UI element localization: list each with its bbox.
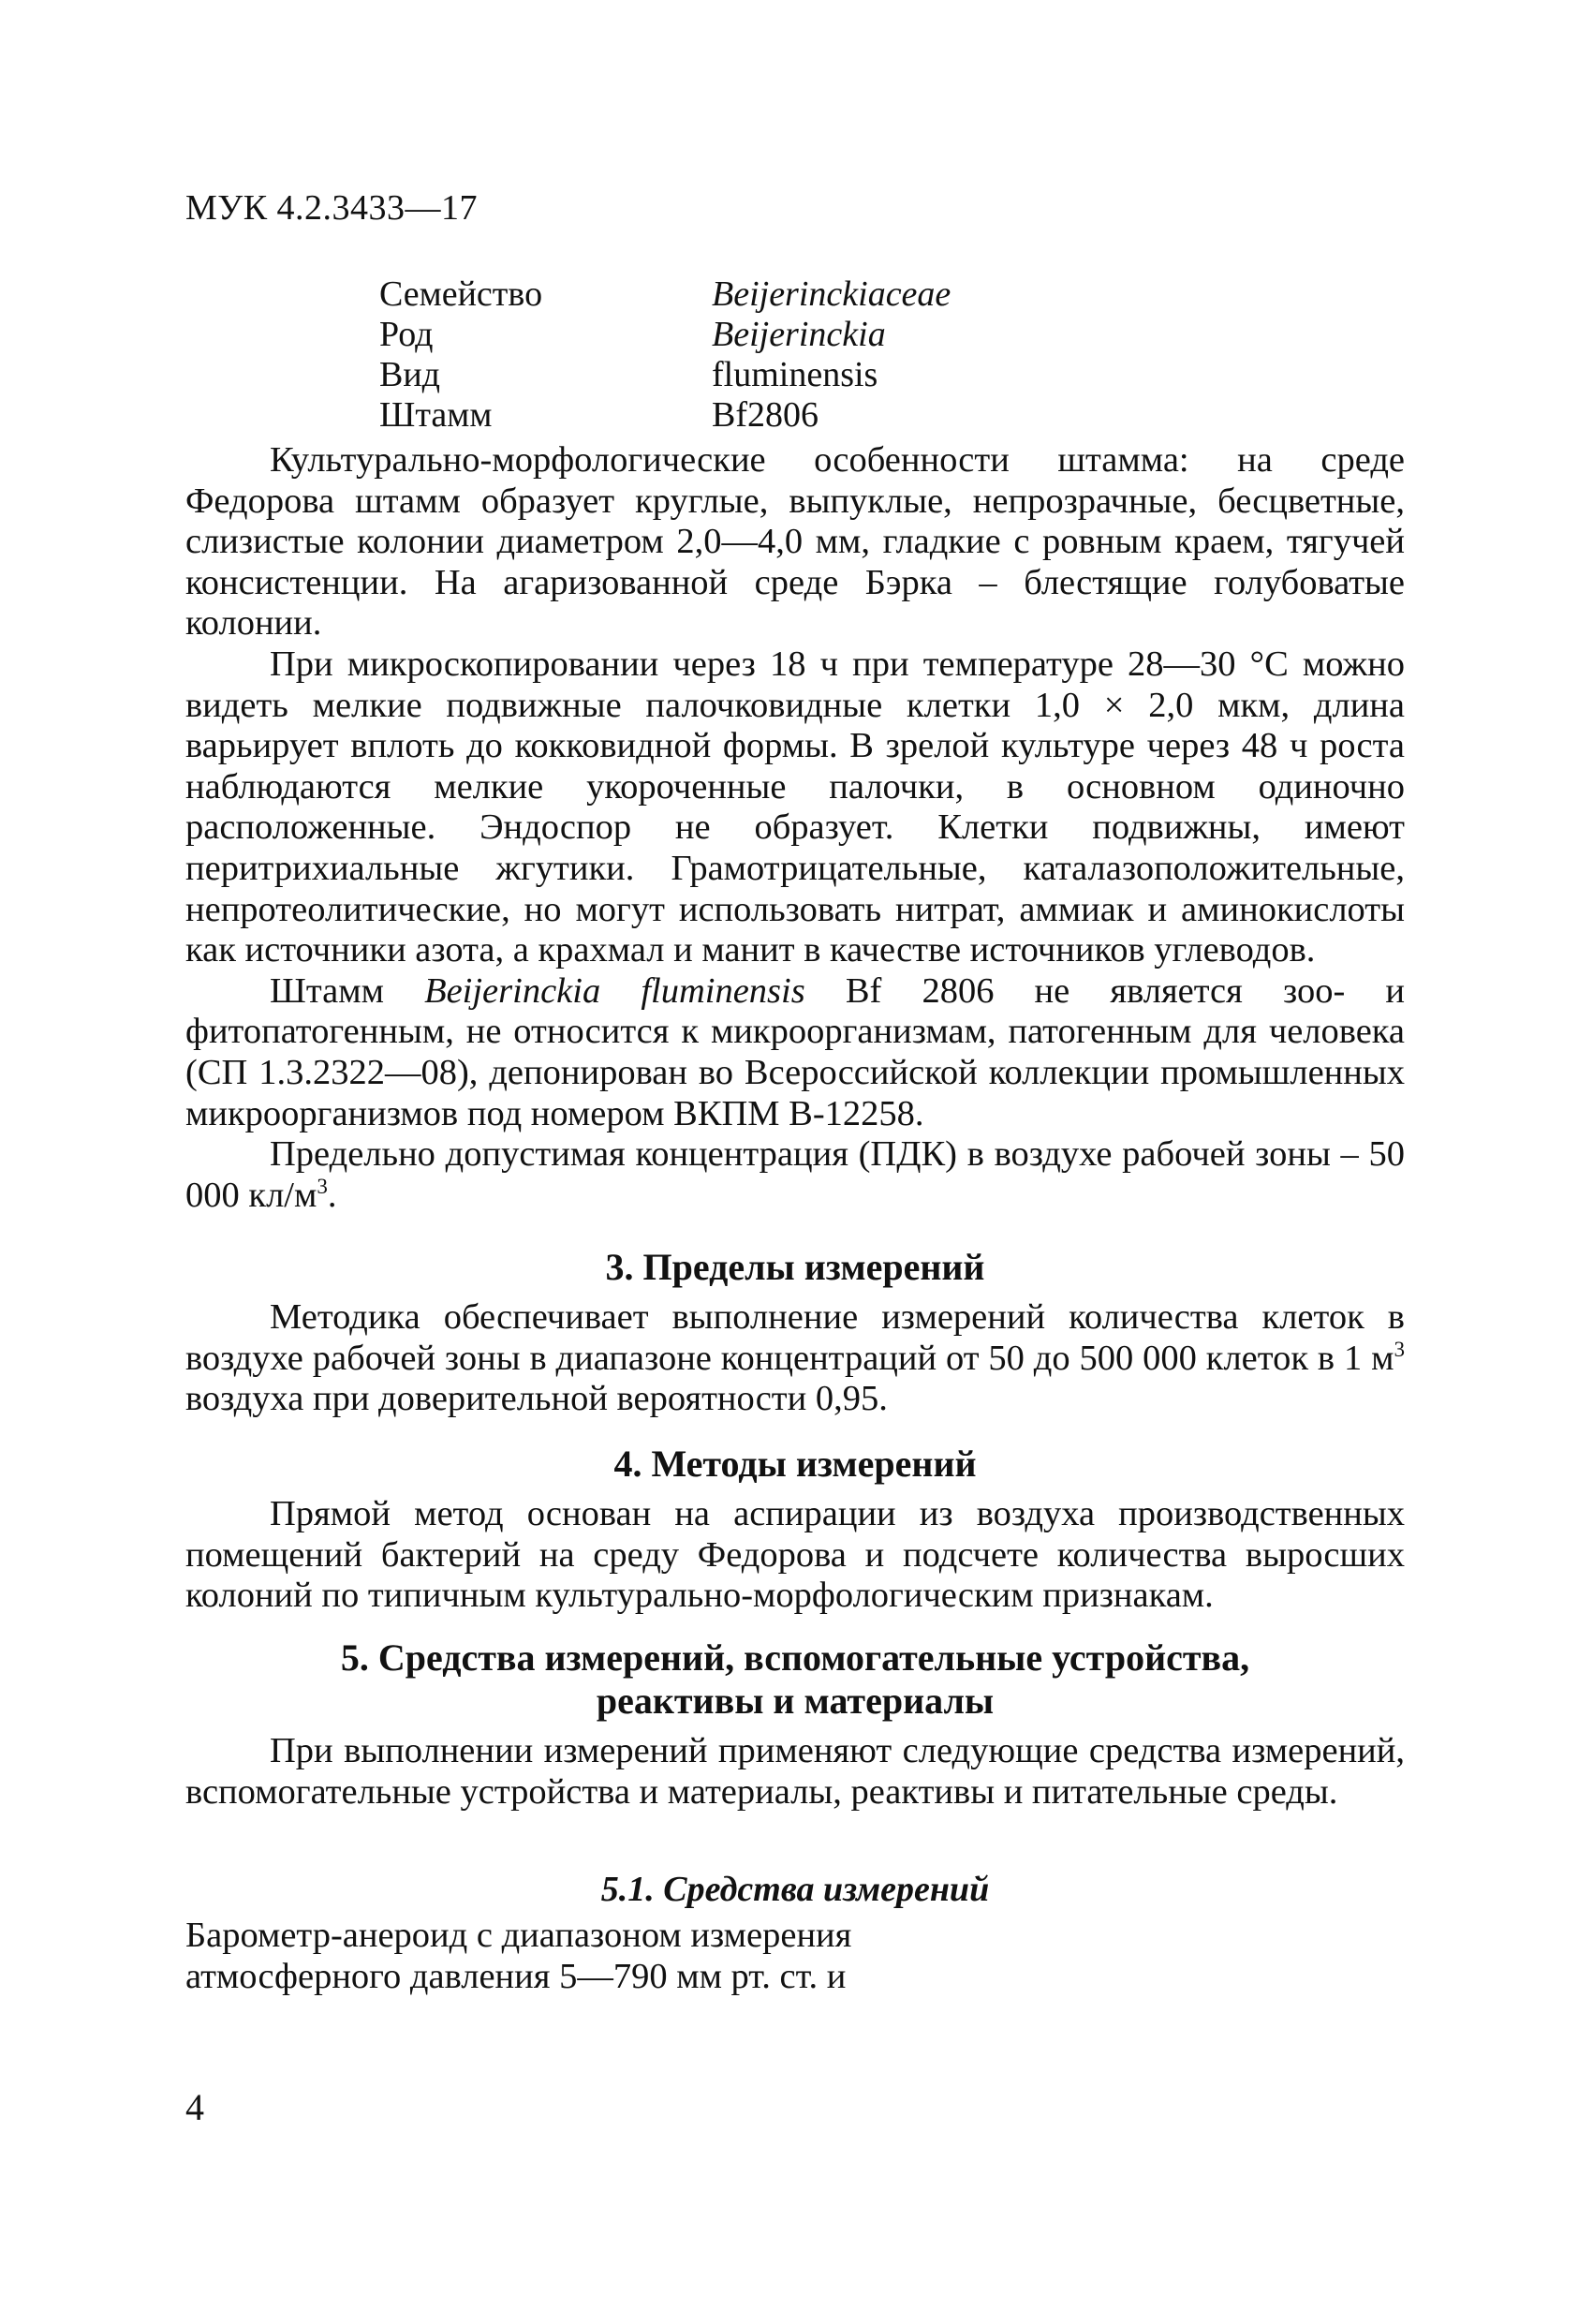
taxonomy-row-family [379,274,1035,315]
section-5-heading [185,1636,1405,1723]
text-run: Предельно допустимая концентрация (ПДК) в воздухе рабочей зоны – 50 000 кл/м [185,1134,1405,1215]
text-run: воздуха при доверительной вероятности 0,95. [185,1379,888,1419]
paragraph-morphology: Культурально-морфологические особенности штамма: на среде Федорова штамм образует круглые, выпуклые, непрозрачные, бесцветные, слизистые колонии диаметром 2,0—4,0 мм, гладкие с ровным краем, тягучей консистенции. На агаризованной среде Бэрка – блестящие голубоватые колонии. [185,440,1405,644]
instrument-line: Барометр-анероид с диапазоном измерения [185,1916,852,1955]
section-4-body [185,1494,1405,1617]
text-run: . [327,1175,337,1215]
section-4-paragraph: Прямой метод основан на аспирации из воздуха производственных помещений бактерий на среду Федорова и подсчете количества выросших колоний по типичным культурально-морфологическим признакам. [185,1494,1405,1616]
paragraph-strain-safety [185,971,1405,1134]
superscript: 3 [317,1173,328,1198]
page-number: 4 [185,2086,204,2128]
taxonomy-value: fluminensis [712,355,878,394]
text-run: Методика обеспечивает выполнение измерений количества клеток в воздухе рабочей зоны в диапазоне концентраций от 50 до 500 000 клеток в 1 м [185,1297,1405,1378]
section-5-paragraph: При выполнении измерений применяют следующие средства измерений, вспомогательные устройства и материалы, реактивы и питательные среды. [185,1731,1405,1812]
taxonomy-row-strain [379,395,1035,436]
strain-name-italic: Beijerinckia fluminensis [424,970,805,1011]
section-5-heading-line: 5. Средства измерений, вспомогательные устройства, [340,1636,1250,1679]
section-4-heading: 4. Методы измерений [613,1443,977,1485]
taxonomy-row-genus [379,315,1035,355]
section-5-heading-line: реактивы и материалы [596,1680,995,1722]
taxonomy-row-species [379,355,1035,395]
section-3-paragraph [185,1297,1405,1420]
section-3-heading: 3. Пределы измерений [605,1246,985,1288]
paragraph-pdk [185,1134,1405,1216]
taxonomy-value: Beijerinckia [712,315,886,354]
taxonomy-key: Штамм [379,395,493,435]
strain-description [185,440,1405,1216]
section-3-body [185,1297,1405,1420]
taxonomy-value: Bf2806 [712,395,819,435]
taxonomy-key: Семейство [379,274,543,314]
paragraph-microscopy: При микроскопировании через 18 ч при температуре 28—30 °С можно видеть мелкие подвижные палочковидные клетки 1,0 × 2,0 мкм, длина варьирует вплоть до кокковидной формы. В зрелой культуре через 48 ч роста наблюдаются мелкие укороченные палочки, в основном одиночно расположенные. Эндоспор не образует. Клетки подвижны, имеют перитрихиальные жгутики. Грамотрицательные, каталазоположительные, непротеолитические, но могут использовать нитрат, аммиак и аминокислоты как источники азота, а крахмал и манит в качестве источников углеводов. [185,644,1405,970]
section-5-1-heading: 5.1. Средства измерений [600,1870,990,1909]
text-run: Штамм [270,970,425,1011]
text-run: Bf 2806 не является зоо- и фитопатогенным, не относится к микроорганизмам, патогенным для человека (СП 1.3.2322—08), депонирован во Всероссийской коллекции промышленных микроорганизмов под номером ВКПМ В-12258. [185,970,1405,1133]
taxonomy-key: Вид [379,355,441,394]
section-5-1-body [185,1916,1405,1997]
superscript: 3 [1394,1336,1405,1361]
taxonomy-value: Beijerinckiaceae [712,274,951,314]
taxonomy-key: Род [379,315,434,354]
section-5-body [185,1731,1405,1813]
instrument-line: атмосферного давления 5—790 мм рт. ст. и [185,1956,847,1996]
document-code: МУК 4.2.3433—17 [185,188,479,228]
taxonomy-table [379,274,1035,436]
